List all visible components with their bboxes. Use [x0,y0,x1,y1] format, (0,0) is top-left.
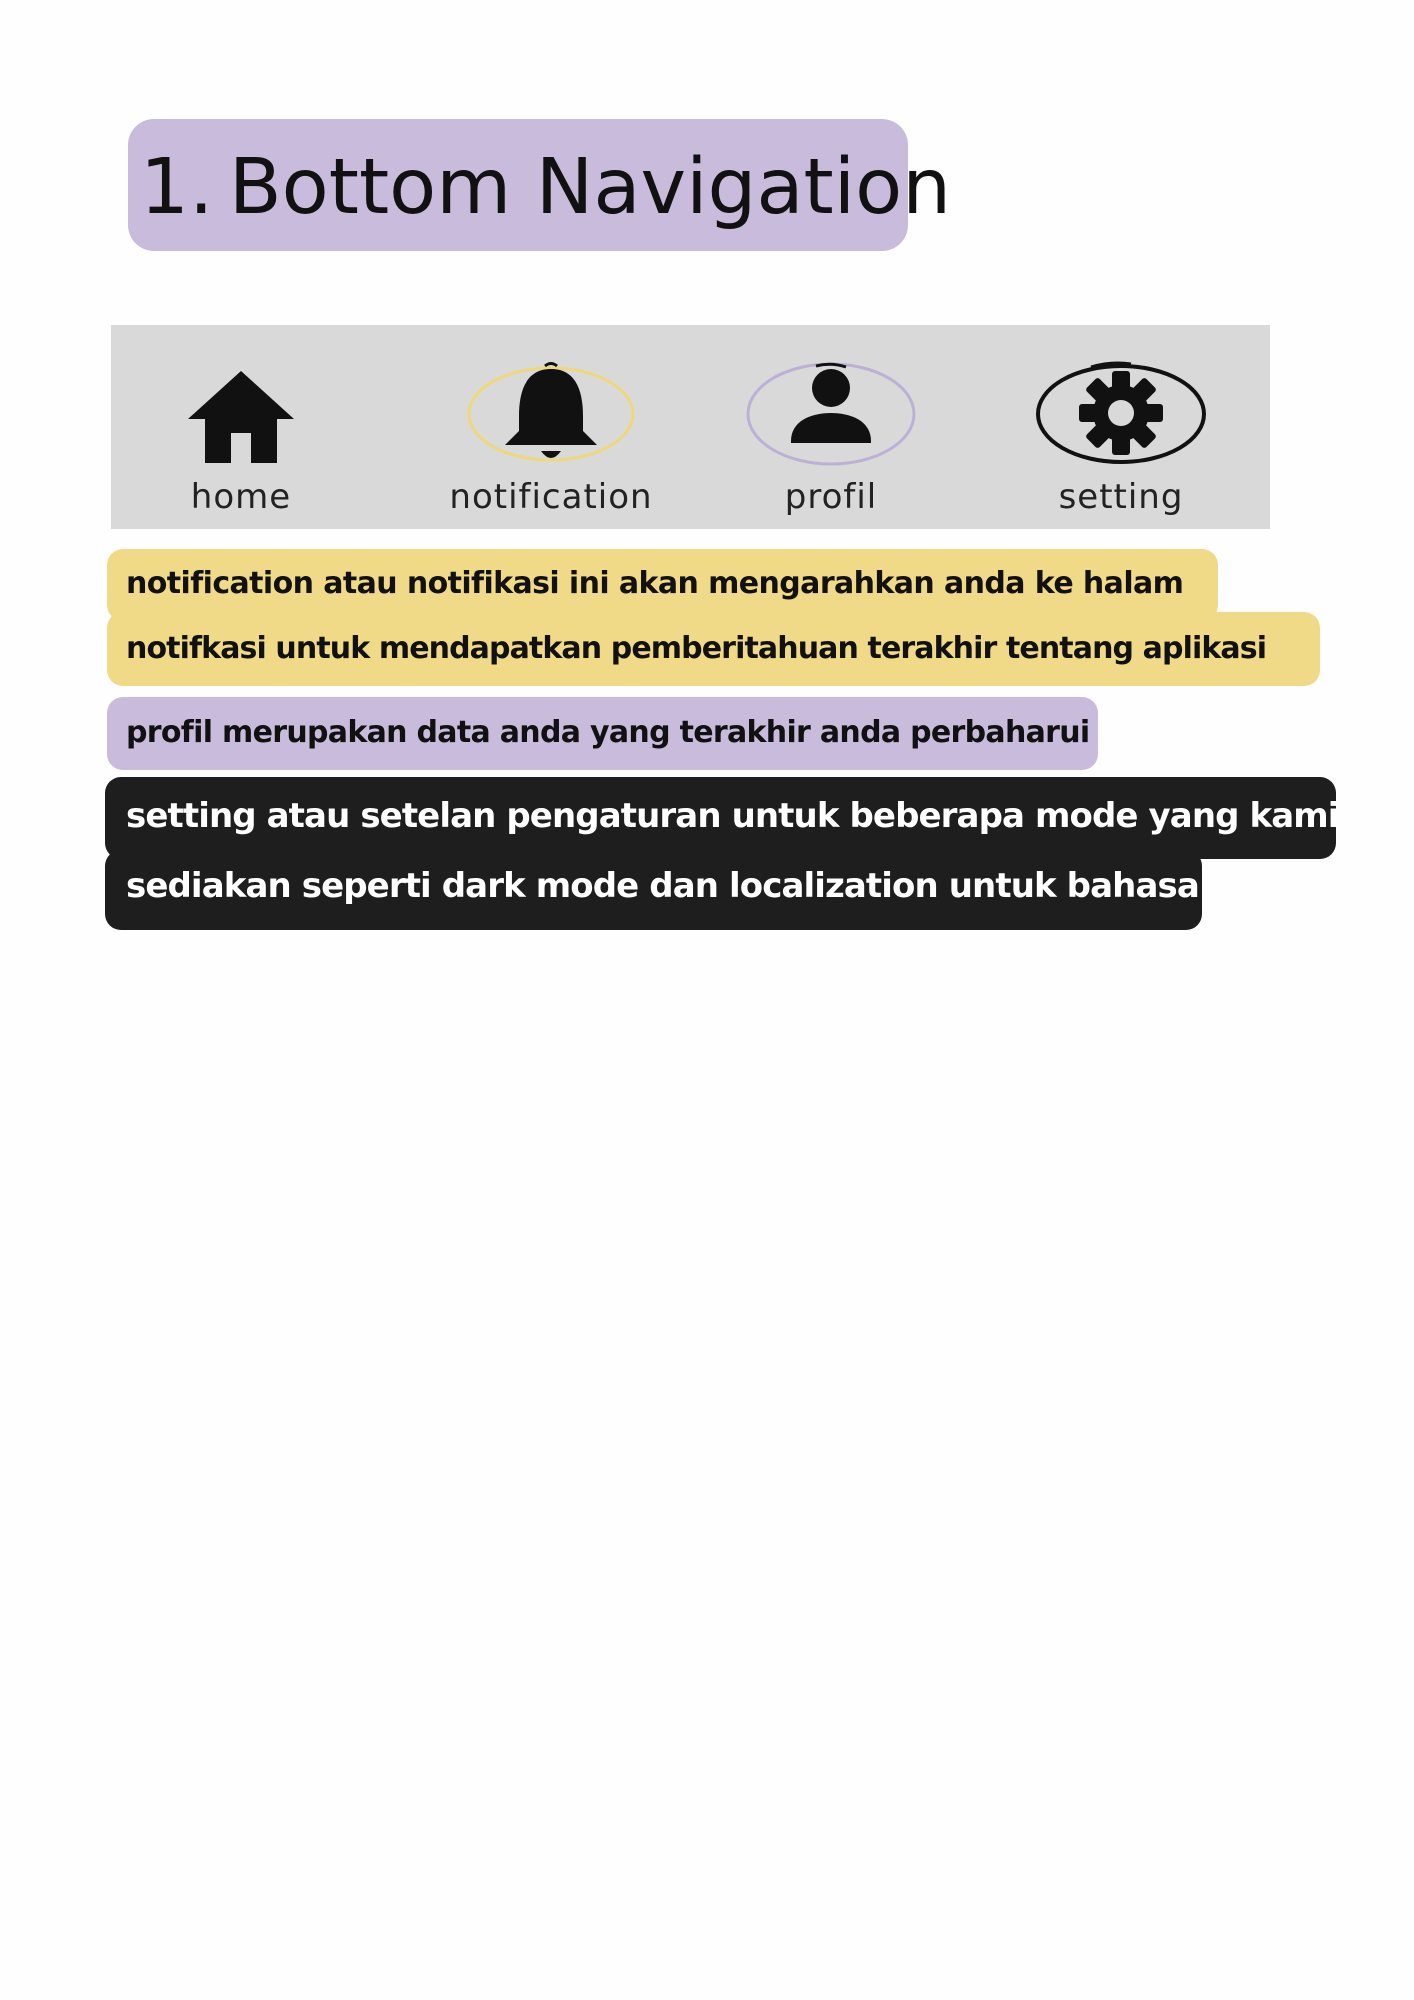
notification-note-line1: notification atau notifikasi ini akan mengarahkan anda ke halam [126,566,1184,601]
nav-item-notification[interactable] [431,325,671,529]
home-icon [151,361,331,471]
nav-label-profil: profil [784,477,878,517]
section-title: 1. Bottom Navigation [140,143,952,232]
bell-icon [431,361,671,471]
bottom-navigation-bar [111,325,1270,529]
nav-item-home[interactable] [151,325,331,529]
setting-note-line1: setting atau setelan pengaturan untuk beberapa mode yang kami [126,796,1339,836]
gear-icon [1021,361,1221,471]
nav-item-setting[interactable] [1021,325,1221,529]
notification-note-line2: notifkasi untuk mendapatkan pemberitahuan terakhir tentang aplikasi [126,631,1267,666]
profil-note-line1: profil merupakan data anda yang terakhir anda perbaharui [126,715,1090,750]
nav-item-profil[interactable] [731,325,931,529]
nav-label-setting: setting [1058,477,1184,517]
nav-label-home: home [190,477,292,517]
nav-label-notification: notification [449,477,653,517]
user-icon [731,361,931,471]
setting-note-line2: sediakan seperti dark mode dan localization untuk bahasa [126,866,1199,906]
